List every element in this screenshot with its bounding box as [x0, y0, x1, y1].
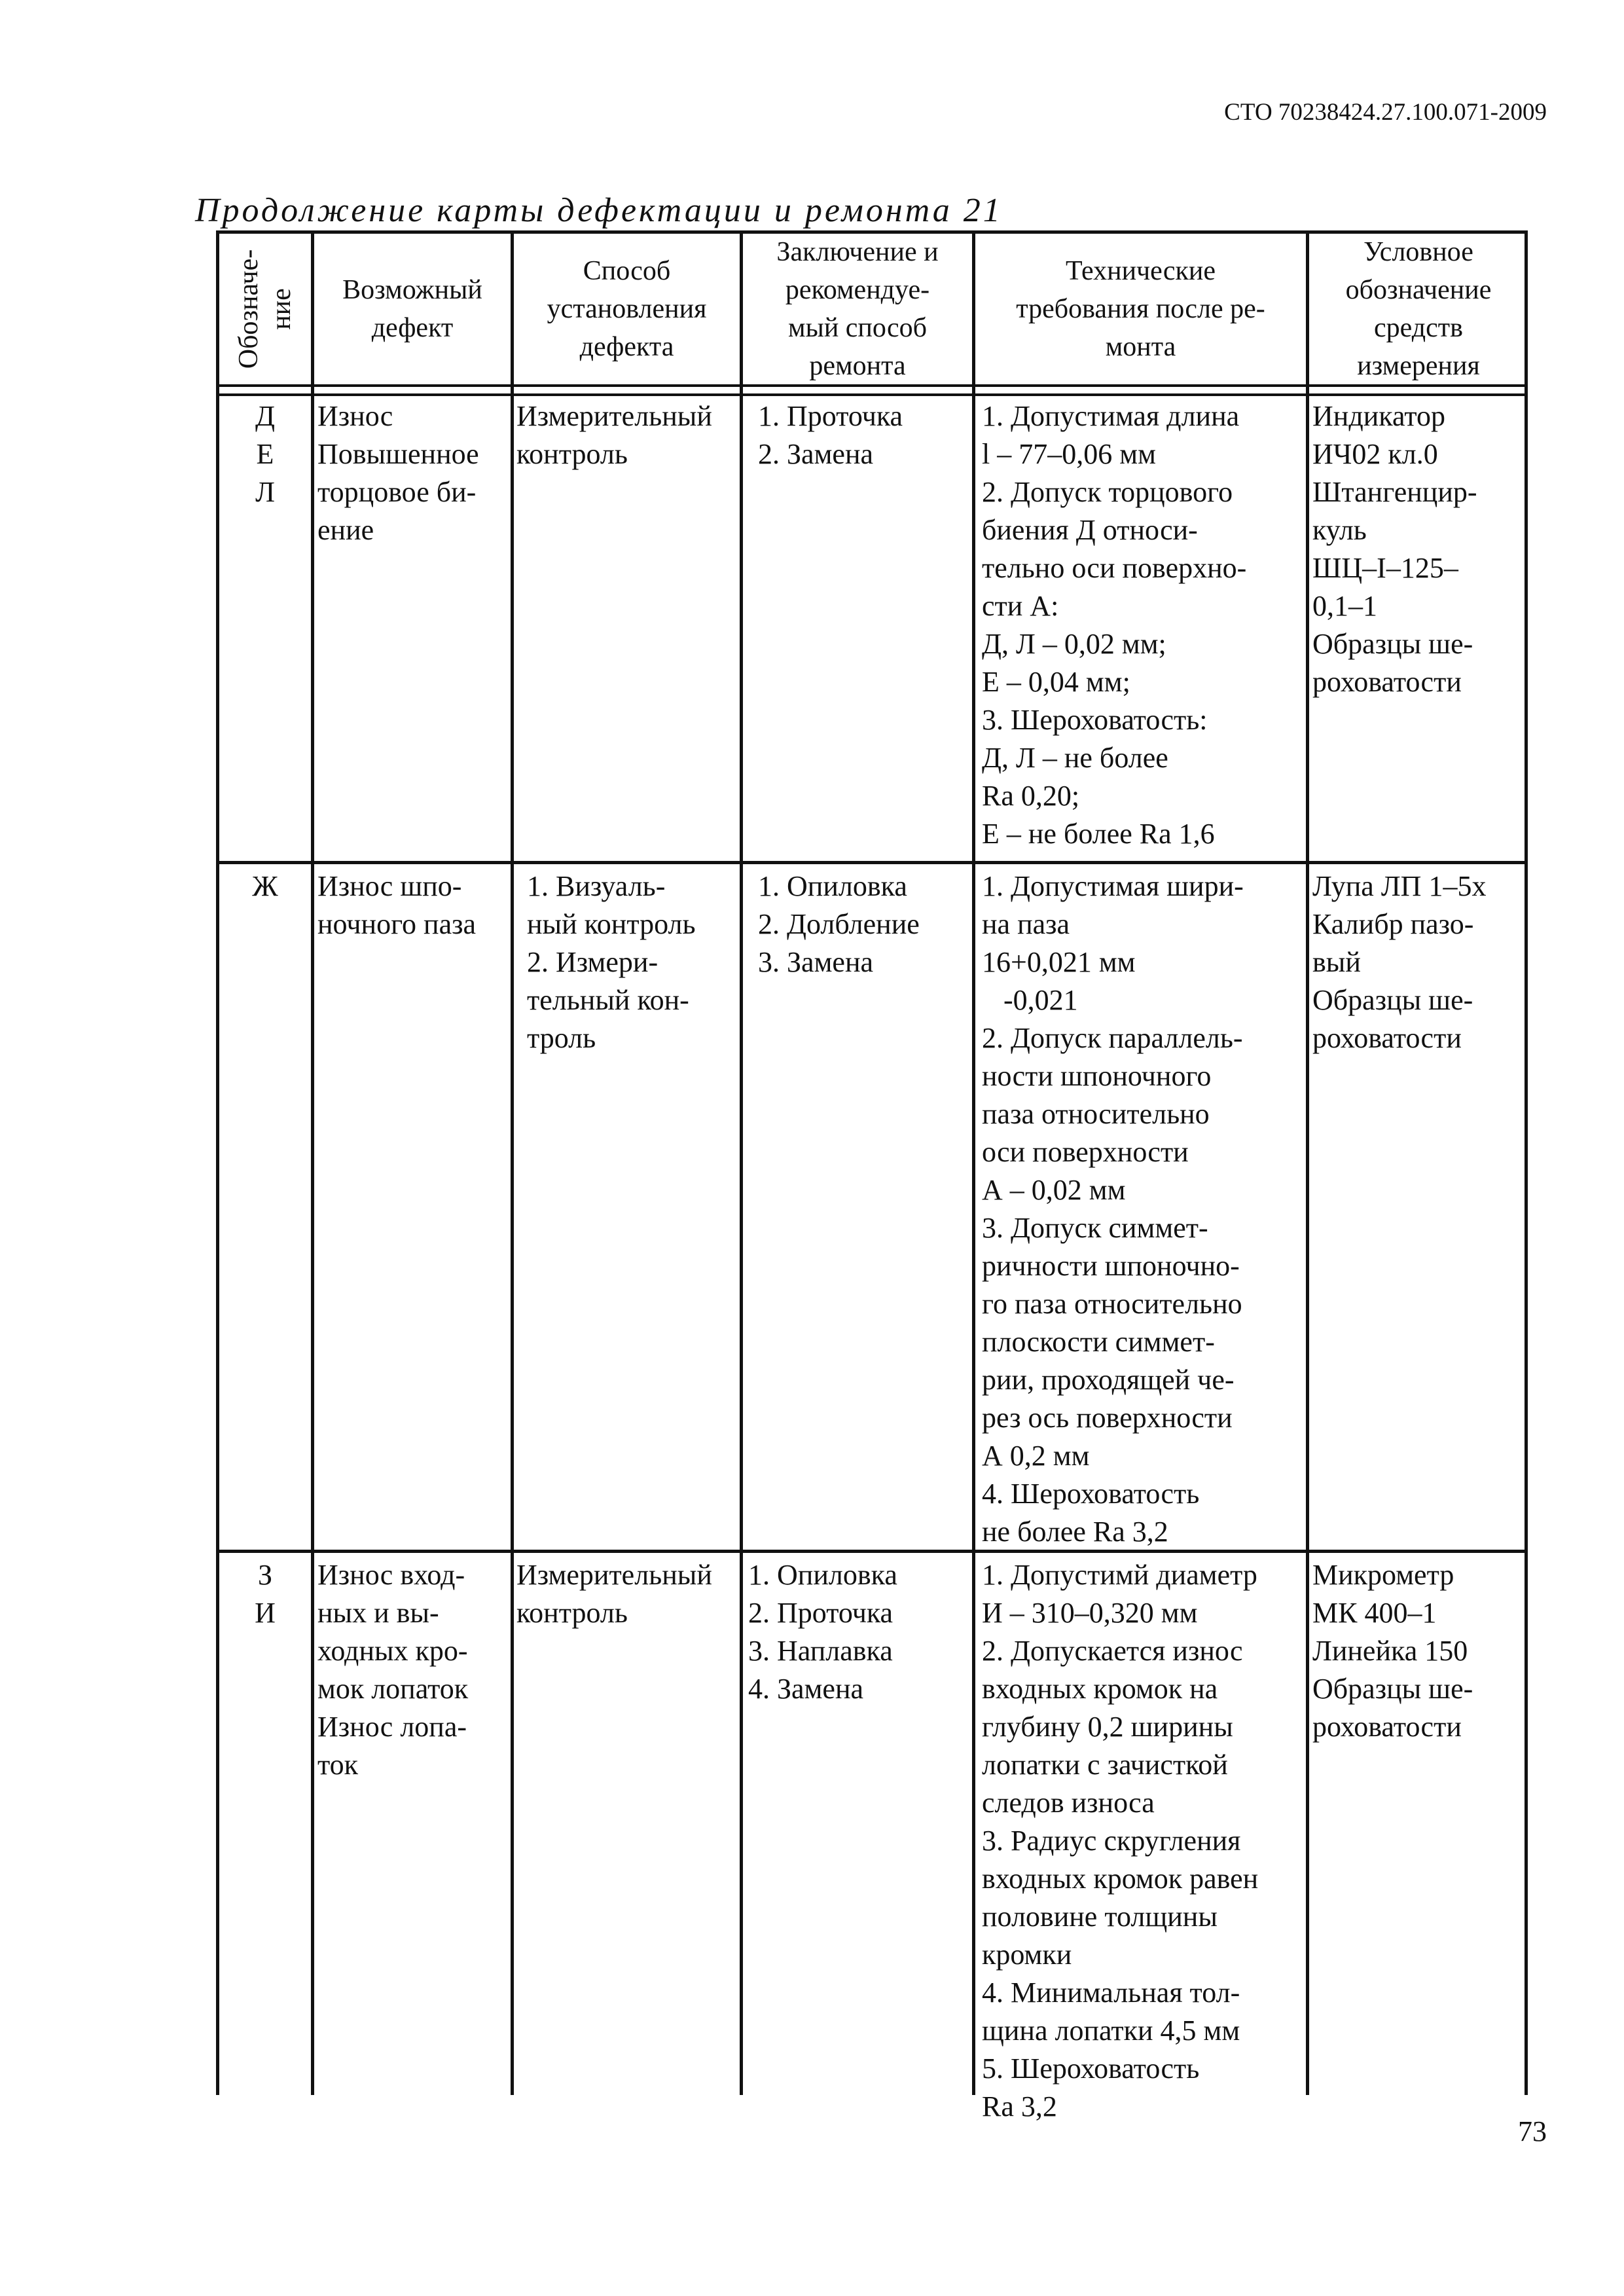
table-row-repair: 1. Проточка 2. Замена [758, 400, 903, 470]
column-header-repair: Заключение и рекомендуе- мый способ ремонта [776, 237, 939, 381]
column-header-method: Способ установления дефекта [547, 256, 707, 362]
table-row-instruments: Микрометр МК 400–1 Линейка 150 Образцы ше- роховатости [1312, 1559, 1473, 1743]
page-number: 73 [1518, 2115, 1547, 2147]
table-caption: Продолжение карты дефектации и ремонта 21 [195, 192, 1003, 229]
standard-code: СТО 70238424.27.100.071-2009 [1224, 99, 1547, 126]
column-header-requirements: Технические требования после ре- монта [1016, 256, 1265, 362]
column-divider [740, 234, 743, 2095]
table-row-repair: 1. Опиловка 2. Проточка 3. Наплавка 4. Замена [748, 1559, 897, 1705]
table-row-method: Измерительный контроль [516, 1559, 712, 1629]
table-row-symbol: Д Е Л [255, 400, 275, 508]
table-row-instruments: Лупа ЛП 1–5х Калибр пазо- вый Образцы ше- роховатости [1312, 870, 1487, 1054]
table-row-method: 1. Визуаль- ный контроль 2. Измери- тельный кон- троль [527, 870, 696, 1054]
table-row-instruments: Индикатор ИЧ02 кл.0 Штангенцир- куль ШЦ–I–125– 0,1–1 Образцы ше- роховатости [1312, 400, 1477, 698]
row-separator [219, 861, 1525, 864]
table-row-symbol: З И [255, 1559, 276, 1629]
row-separator [219, 1550, 1525, 1553]
column-header-instruments: Условное обозначение средств измерения [1345, 237, 1492, 381]
table-row-defect: Износ вход- ных и вы- ходных кро- мок лопаток Износ лопа- ток [317, 1559, 469, 1781]
column-header-symbol: Обозначе- ние [234, 249, 297, 369]
table-row-repair: 1. Опиловка 2. Долбление 3. Замена [758, 870, 920, 978]
table-row-method: Измерительный контроль [516, 400, 712, 470]
table-row-defect: Износ Повышенное торцовое би- ение [317, 400, 479, 546]
column-divider [311, 234, 314, 2095]
column-divider [1306, 234, 1309, 2095]
header-separator [219, 384, 1525, 396]
table-row-defect: Износ шпо- ночного паза [317, 870, 477, 940]
column-divider [511, 234, 514, 2095]
table-row-requirements: 1. Допустимая длина l – 77–0,06 мм 2. Допуск торцового биения Д относи- тельно оси поверхно- сти А: Д, Л – 0,02 мм; Е – 0,04 мм; 3. Шероховатость: Д, Л – не более Ra 0,20; Е – не более Ra 1,6 [982, 400, 1247, 850]
column-divider [972, 234, 975, 2095]
column-header-defect: Возможный дефект [342, 275, 482, 343]
defect-table [216, 230, 1528, 2123]
table-row-requirements: 1. Допустимая шири- на паза 16+0,021 мм -0,021 2. Допуск параллель- ности шпоночного паза относительно оси поверхности А – 0,02 мм 3. Допуск симмет- ричности шпоночно- го паза относительно плоскости симмет- рии, проходящей че- рез ось поверхности А 0,2 мм 4. Шероховатость не более Ra 3,2 [982, 870, 1244, 1548]
table-row-symbol: Ж [252, 870, 278, 902]
table-row-requirements: 1. Допустимй диаметр И – 310–0,320 мм 2. Допускается износ входных кромок на глубину 0,2 ширины лопатки с зачисткой следов износа 3. Радиус скругления входных кромок равен половине толщины кромки 4. Минимальная тол- щина лопатки 4,5 мм 5. Шероховатость Ra 3,2 [982, 1559, 1259, 2123]
